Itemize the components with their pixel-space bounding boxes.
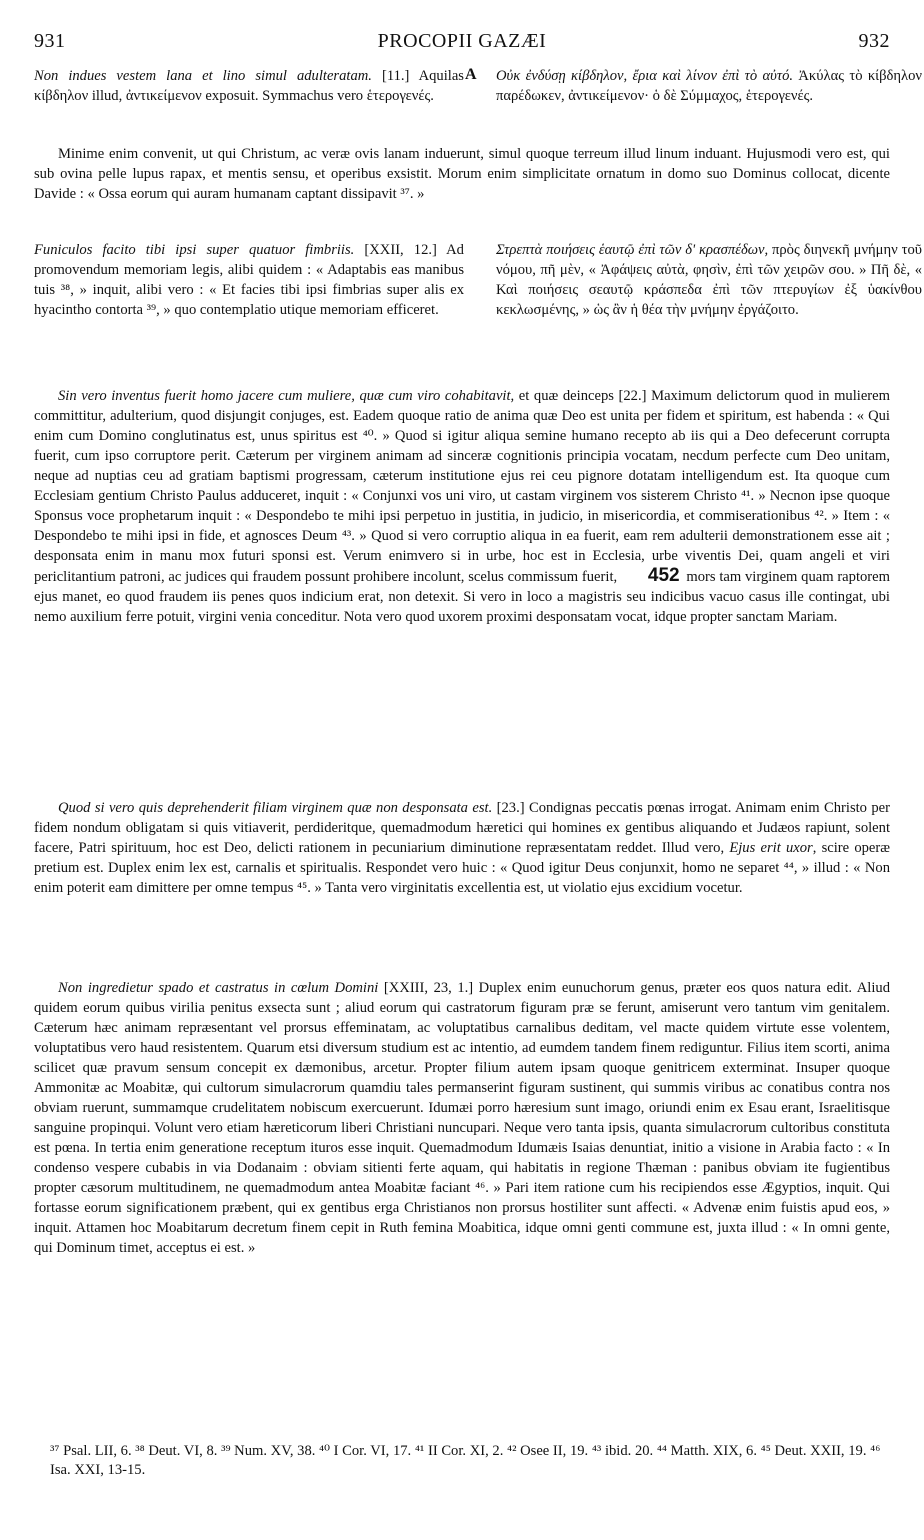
edition-page-marker: 452 xyxy=(647,565,680,586)
paragraph-text: [XXIII, 23, 1.] Duplex enim eunuchorum genus, præter eos quos natura edit. Aliud quidem eorum quibus virilia penitus exsecta sunt ; aliud eorum qui castratorum figuram præ se ferunt, amiserunt vero tantum vim genitalem. Cæterum hæc animam repræsentant vel prorsus effeminatam, ac voluptatibus carnalibus deditam, vel macte quidem virtute esse volentem, voluptatibus vero haud resistentem. Quarum etsi diversum studium est ac intentio, ad eumdem tandem finem rediguntur. Filius item scorti, anima scilicet quæ pravum sensum concepit ex dæmonibus, arcetur. Propter filium autem ipsam quoque genitricem exterminat. Insuper quoque Ammonitæ ac Moabitæ, qui cultorum simulacrorum quamdiu tales permanserint figuram sustinent, qui summis viribus ac conatibus contra nos obviam ruerunt, summamque crudelitatem nobiscum exercuerunt. Idumæi porro hæresium sunt imago, oriundi enim ex Esau erant, Israelitisque sanguine propinqui. Volunt vero etiam hæreticorum liberi Christiani nuncupari. Neque vero tanta ipsis, quanta simulacrorum cultoribus constituta est pœna. In tertia enim generatione receptum ituros esse inquit. Quemadmodum Idumæis Isaias denuntiat, initio a visione in Arabia facto : « In condenso vespere cubabis in via Dodanaim : obviam sitienti ferte aquam, qui habitatis in regione Thæman : panibus obviam ite fugientibus propter cæsorum multitudinem, ne quemadmodum antea Moabitæ faciant ⁴⁶. » Pari item ratione cum his recipiendos esse Ægyptios, inquit. Qui fortasse eorum significationem præbent, qui ex gentibus erga Christianos non prorsus hostiliter sunt affecti. « Advenæ enim fuistis apud eos, » inquit. Attamen hoc Moabitarum decretum finem cepit in Ruth femina Moabitica, idque omni genti commune est, juxta illud : « In omni gente, qui Dominum timet, acceptus ei est. » xyxy=(34,980,890,1256)
paragraph-text: mors tam virginem quam raptorem ejus manet, eo quod fraudem iis penes quos indicium erat, non detexit. Si vero in loco a magistris seu indicibus vacuo casus ille contingat, ubi nemo auxilium ferre potuit, virgini venia conceditur. Nota vero quod uxorem proximi desponsatam vocat, idque propter sanctam Mariam. xyxy=(34,569,890,625)
latin-column-2 xyxy=(34,240,464,320)
lemma: Quod si vero quis deprehenderit filiam virginem quæ non desponsata est. xyxy=(58,800,493,816)
latin-column-1 xyxy=(34,66,464,106)
paragraph-3 xyxy=(34,798,890,898)
paragraph-text: et quæ deinceps [22.] Maximum delictorum quod in mulierem committitur, adulterium, quod disjungit conjuges, est. Eadem quoque ratio de anima quæ Deo est unita per fidem et spiritum, est habenda : « Qui enim cum Domino conglutinatus est, unus spiritus est ⁴⁰. » Quod si igitur aliqua semine humano recepto ab iis qui a Deo defecerunt corrupta fuerit, cum ipso corruptore perit. Cæterum per virginem animam ad sinceræ cognitionis principia vocatam, necdum perfecte cum Deo unitam, neque ad nuptias ceu ad gratiam baptismi progressam, cæterum institutione ejus rei ceu pignore dotatam intelligendum est. Ita quoque cum Ecclesiam gentium Christo Paulus adduceret, inquit : « Conjunxi vos uni viro, ut castam virginem vos sisterem Christo ⁴¹. » Necnon ipse quoque Sponsus voce prophetarum inquit : « Despondebo te mihi ipsi perpetuo in justitia, in judicio, in misericordia, et commiserationibus ⁴². » Item : « Despondebo te mihi ipsi in fide, et agnosces Deum ⁴³. » Quod si vero corruptio aliqua in ea fuerit, eam rem adulterii demonstrationem esse ait ; desponsata enim in manu mox futuri sponsi est. Verum enimvero si in urbe, hoc est in Ecclesia, urbe viventis Dei, quam angeli et viri periclitantium patroni, ac judices qui fraudem possunt prohibere incolunt, scelus commissum fuerit, xyxy=(34,388,890,585)
greek-lemma: Οὐκ ἐνδύσῃ κίβδηλον, ἔρια καὶ λίνον ἐπὶ τὸ αὐτό. xyxy=(496,68,794,84)
greek-column-1 xyxy=(496,66,922,106)
paragraph-2 xyxy=(34,386,890,627)
latin-text: [XXII, 12.] Ad promovendum memoriam legis, alibi quidem : « Adaptabis eas manibus tuis ³⁸, » inquit, alibi vero : « Et facies tibi ipsi fimbrias super alis ex hyacintho contorta ³⁹, » quo contemplatio utique memoriam efficeret. xyxy=(34,242,464,318)
lemma: Sin vero inventus fuerit homo jacere cum muliere, quæ cum viro cohabitavit, xyxy=(58,388,515,404)
section-marker: A xyxy=(465,66,477,83)
lemma: Non ingredietur spado et castratus in cœlum Domini xyxy=(58,980,379,996)
footnotes: ³⁷ Psal. LII, 6. ³⁸ Deut. VI, 8. ³⁹ Num. XV, 38. ⁴⁰ I Cor. VI, 17. ⁴¹ II Cor. XI, 2. ⁴² Osee II, 19. ⁴³ ibid. 20. ⁴⁴ Matth. XIX, 6. ⁴⁵ Deut. XXII, 19. ⁴⁶ Isa. XXI, 13-15. xyxy=(50,1443,881,1478)
paragraph-4 xyxy=(34,978,890,1258)
page-number-right: 932 xyxy=(858,30,890,52)
latin-lemma: Funiculos facito tibi ipsi super quatuor fimbriis. xyxy=(34,242,355,258)
greek-lemma: Στρεπτὰ ποιήσεις ἑαυτῷ ἐπὶ τῶν δ' κρασπέδων, xyxy=(496,242,769,258)
lemma-inline: Ejus erit uxor xyxy=(729,840,813,856)
running-header xyxy=(34,30,890,60)
greek-text: πρὸς διηνεκῆ μνήμην τοῦ νόμου, πῆ μὲν, « Ἀφάψεις αὐτὰ, φησὶν, ἐπὶ τῶν χειρῶν σου. » Πῆ δὲ, « Καὶ ποιήσεις σεαυτῷ κράσπεδα ἐπὶ τῶν πτερυγίων ἐξ ὑακίνθου κεκλωσμένης, » ὡς ἂν ἡ θέα τὴν μνήμην ἐργάζοιτο. xyxy=(496,242,922,318)
page-number-left: 931 xyxy=(34,30,66,52)
paragraph-text: , scire operæ pretium est. Duplex enim lex est, carnalis et spiritualis. Respondet vero huic : « Quod igitur Deus conjunxit, homo ne separet ⁴⁴, » illud : « Non enim poterit eam dimittere per omne tempus ⁴⁵. » Tanta vero virginitatis excellentia est, ut violatio ejus excidium vocetur. xyxy=(34,840,890,896)
page-title: PROCOPII GAZÆI xyxy=(377,30,547,52)
paragraph-1: Minime enim convenit, ut qui Christum, ac veræ ovis lanam induerunt, simul quoque terreum illud linum induant. Hujusmodi vero est, qui sub ovina pelle lupus rapax, et mentis sensu, et operibus exsistit. Morum enim simplicitate ornatum in domo suo Dominus collocat, dicente Davide : « Ossa eorum qui auram humanam captant dissipavit ³⁷. » xyxy=(34,146,890,202)
latin-lemma: Non indues vestem lana et lino simul adulteratam. xyxy=(34,68,372,84)
greek-text: Ἀκύλας τὸ κίβδηλον παρέδωκεν, ἀντικείμενον· ὁ δὲ Σύμμαχος, ἑτερογενές. xyxy=(496,68,923,104)
latin-text: [11.] Aquilas κίβδηλον illud, ἀντικείμενον exposuit. Symmachus vero ἑτερογενές. xyxy=(34,68,464,104)
paragraph-text: [23.] Condignas peccatis pœnas irrogat. Animam enim Christo per fidem nondum obligatam si quis vitiaverit, perdideritque, quemadmodum hæretici qui homines ex gentibus aliquando et Judæos rapiunt, solent facere, Patri spirituum, hoc est Deo, delicti rationem in pecuniarium diminutione repræsentatam reddet. Illud vero, xyxy=(34,800,890,856)
greek-column-2 xyxy=(496,240,922,320)
